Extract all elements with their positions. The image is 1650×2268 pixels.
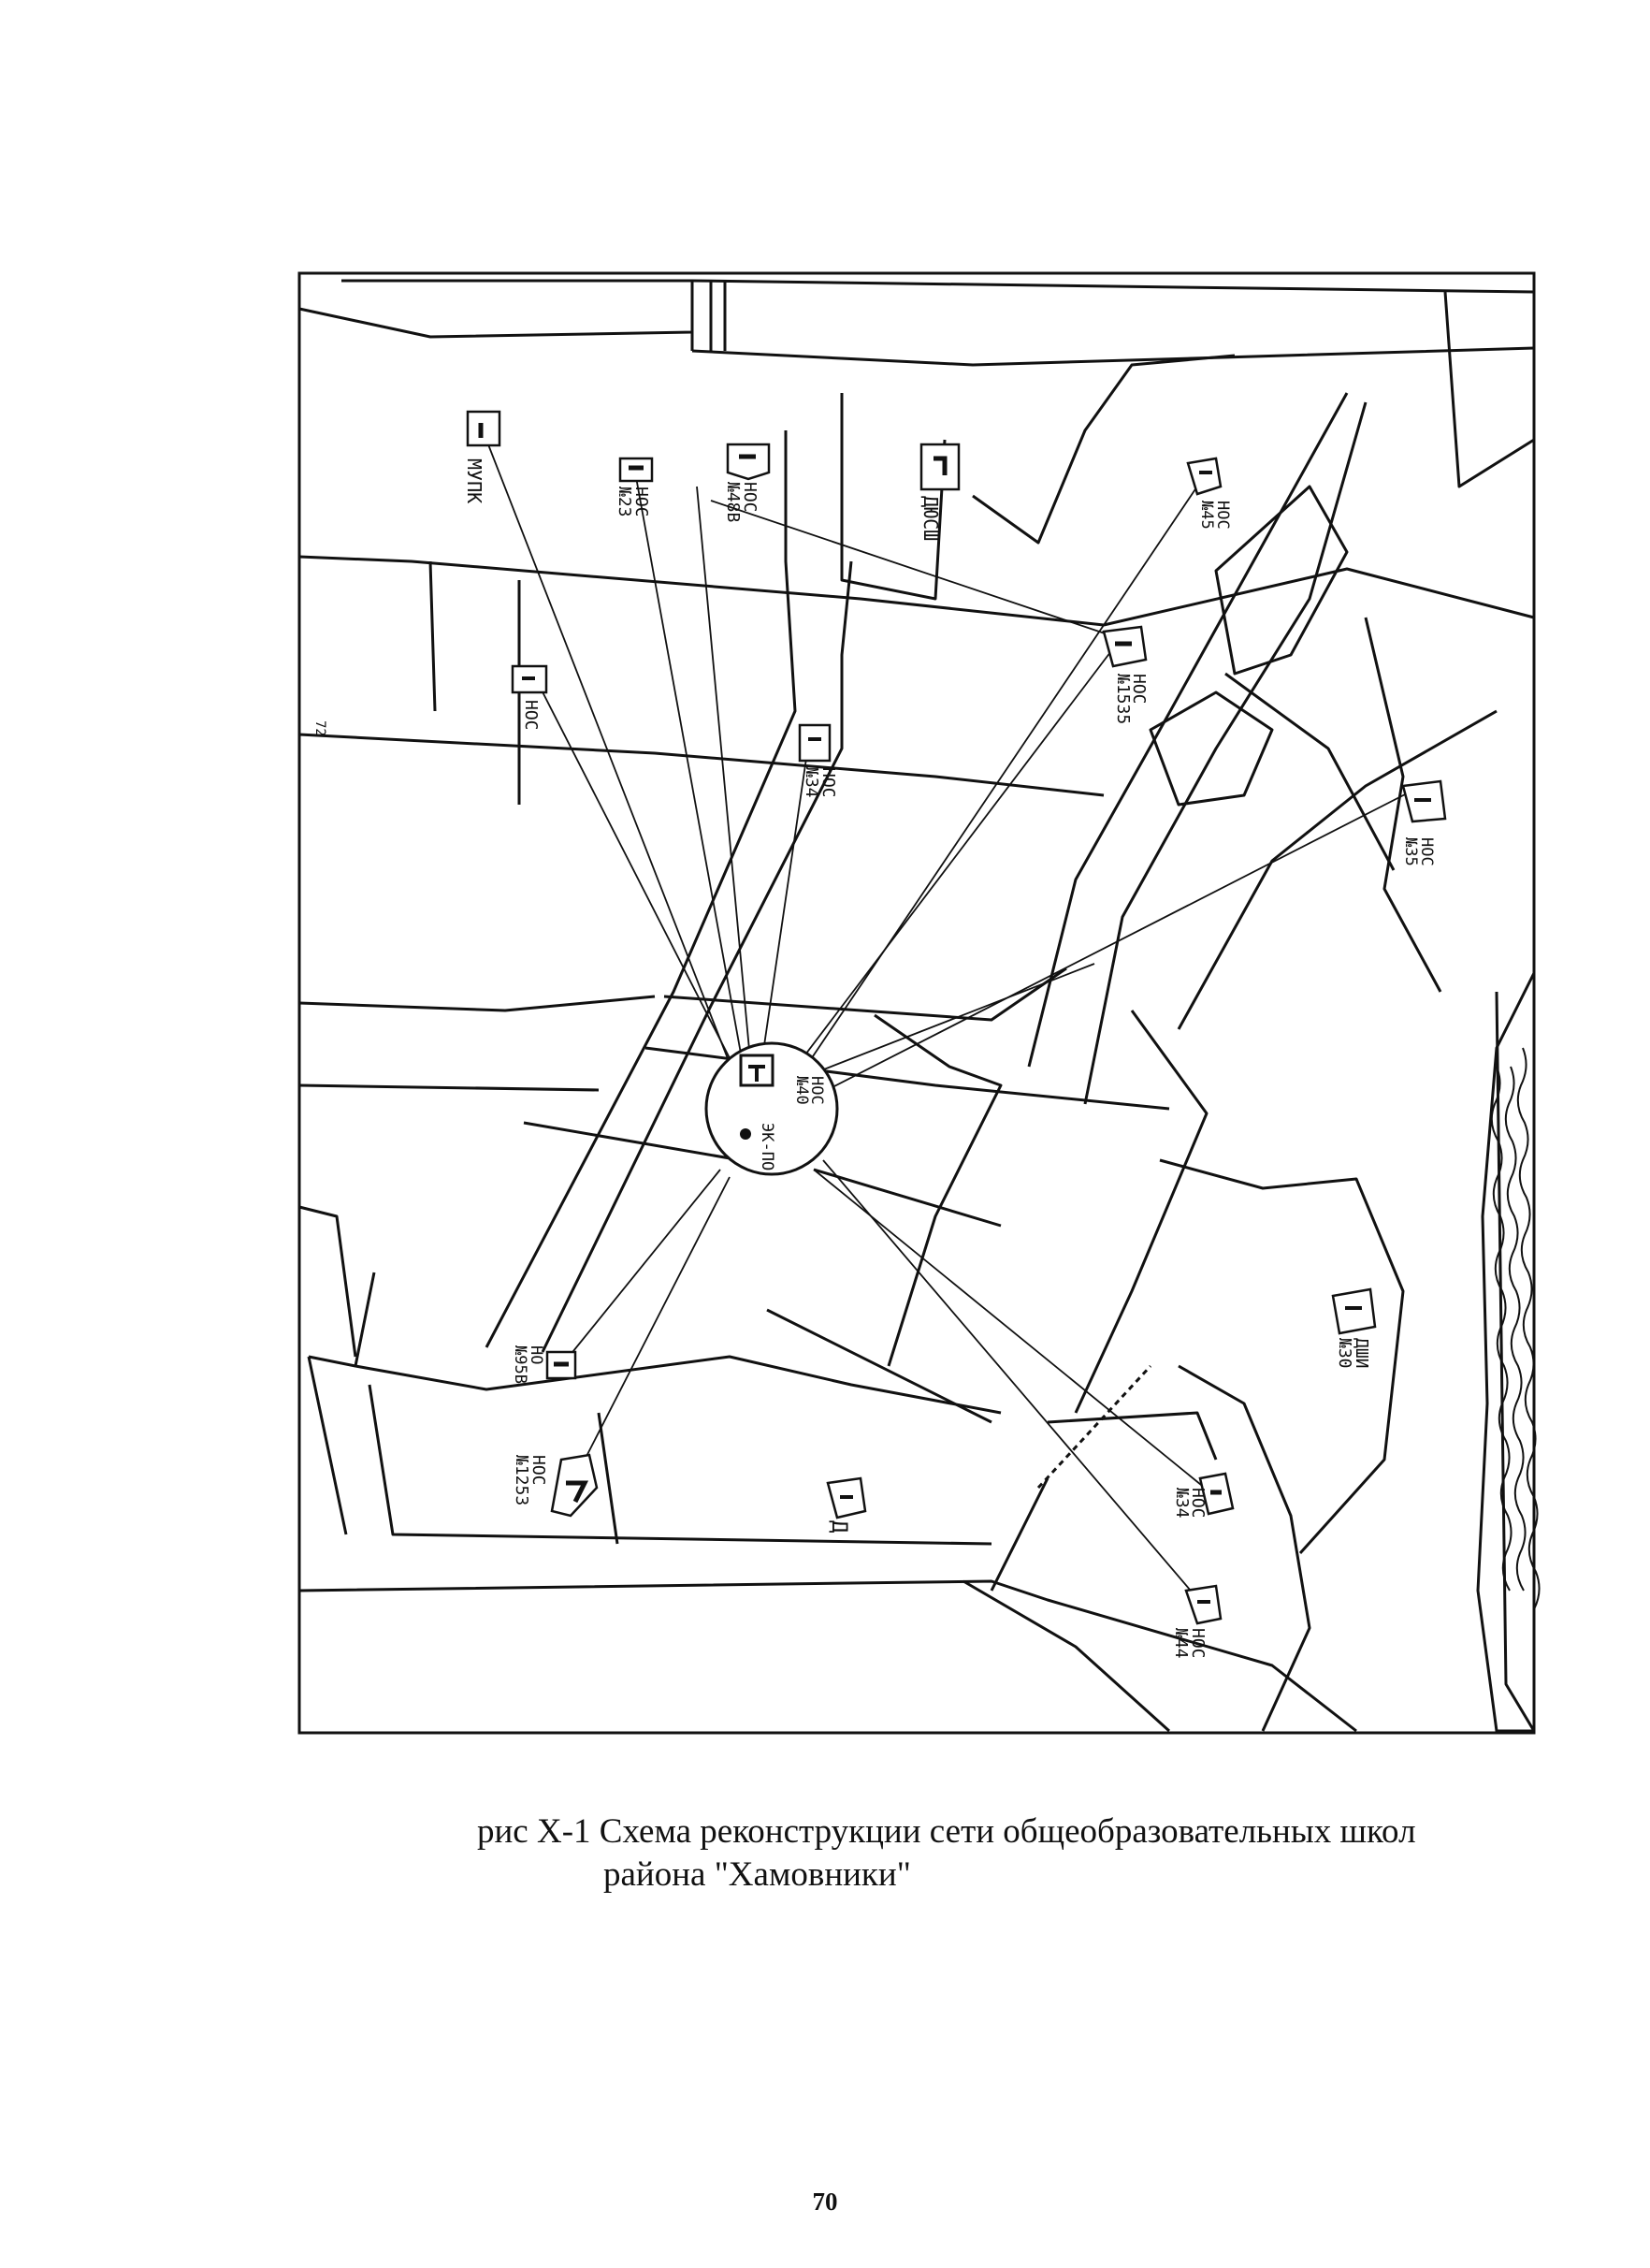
label-44-a: НОС [1188,1628,1208,1659]
hub-label-0: НОС [807,1076,826,1105]
school-icon-44 [1186,1586,1221,1623]
label-45-b: №45 [1197,501,1216,530]
river [1478,973,1540,1731]
school-icon-dsh [1333,1289,1375,1333]
label-34n-b: №34 [802,767,821,798]
caption-line-1: рис X-1 Схема реконструкции сети общеобразовательных школ [477,1812,1416,1851]
label-48-a: НОС [740,482,760,513]
label-34n-a: НОС [818,767,838,798]
school-icon-sw [513,666,546,692]
label-1253-a: НОС [528,1455,548,1486]
school-icon-45 [1188,458,1221,494]
hub-school-40 [706,1043,837,1174]
school-icon-1253 [552,1455,597,1516]
label-dsh-a: ДШИ [1352,1338,1371,1369]
school-icon-48 [728,444,769,479]
side-mark: 72 [312,720,327,736]
hub-label-1: №40 [792,1076,811,1105]
school-icon-mupk [468,412,499,445]
school-labels [312,458,1436,1659]
label-48-b: №48В [723,482,743,523]
school-icon-d [828,1478,865,1518]
caption-line-2: района "Хамовники" [603,1855,911,1894]
label-95-a: НО [527,1345,545,1365]
label-1535-b: №1535 [1113,674,1133,725]
label-95-b: №95В [511,1345,529,1384]
label-d: Д [827,1520,850,1534]
school-icon-1535 [1104,627,1146,666]
label-34s-b: №34 [1172,1488,1192,1519]
school-icon-35 [1403,781,1445,821]
school-icon-34n [800,725,830,761]
label-23-b: №23 [615,487,634,517]
school-icon-23 [620,458,652,481]
label-44-b: №44 [1171,1628,1191,1659]
label-sw: НОС [521,700,541,731]
page-number: 70 [812,2188,838,2216]
label-34s-a: НОС [1188,1488,1208,1519]
school-icon-95 [547,1352,575,1378]
label-35-b: №35 [1401,837,1420,866]
hub-dot [740,1128,751,1140]
label-mupk: МУПК [463,458,485,504]
label-45-a: НОС [1213,501,1232,530]
hub-connection-lines [486,440,1412,1609]
label-dyussh: ДЮСШ [919,496,942,542]
label-1253-b: №1253 [512,1455,531,1506]
school-icon-dyussh [921,444,959,489]
label-dsh-b: №30 [1335,1338,1354,1369]
label-1535-a: НОС [1129,674,1149,705]
label-23-a: НОС [631,487,651,517]
figure-caption [477,1810,1525,1897]
hub-label-2: ЭК-ПО [758,1123,776,1171]
label-35-a: НОС [1417,837,1436,866]
